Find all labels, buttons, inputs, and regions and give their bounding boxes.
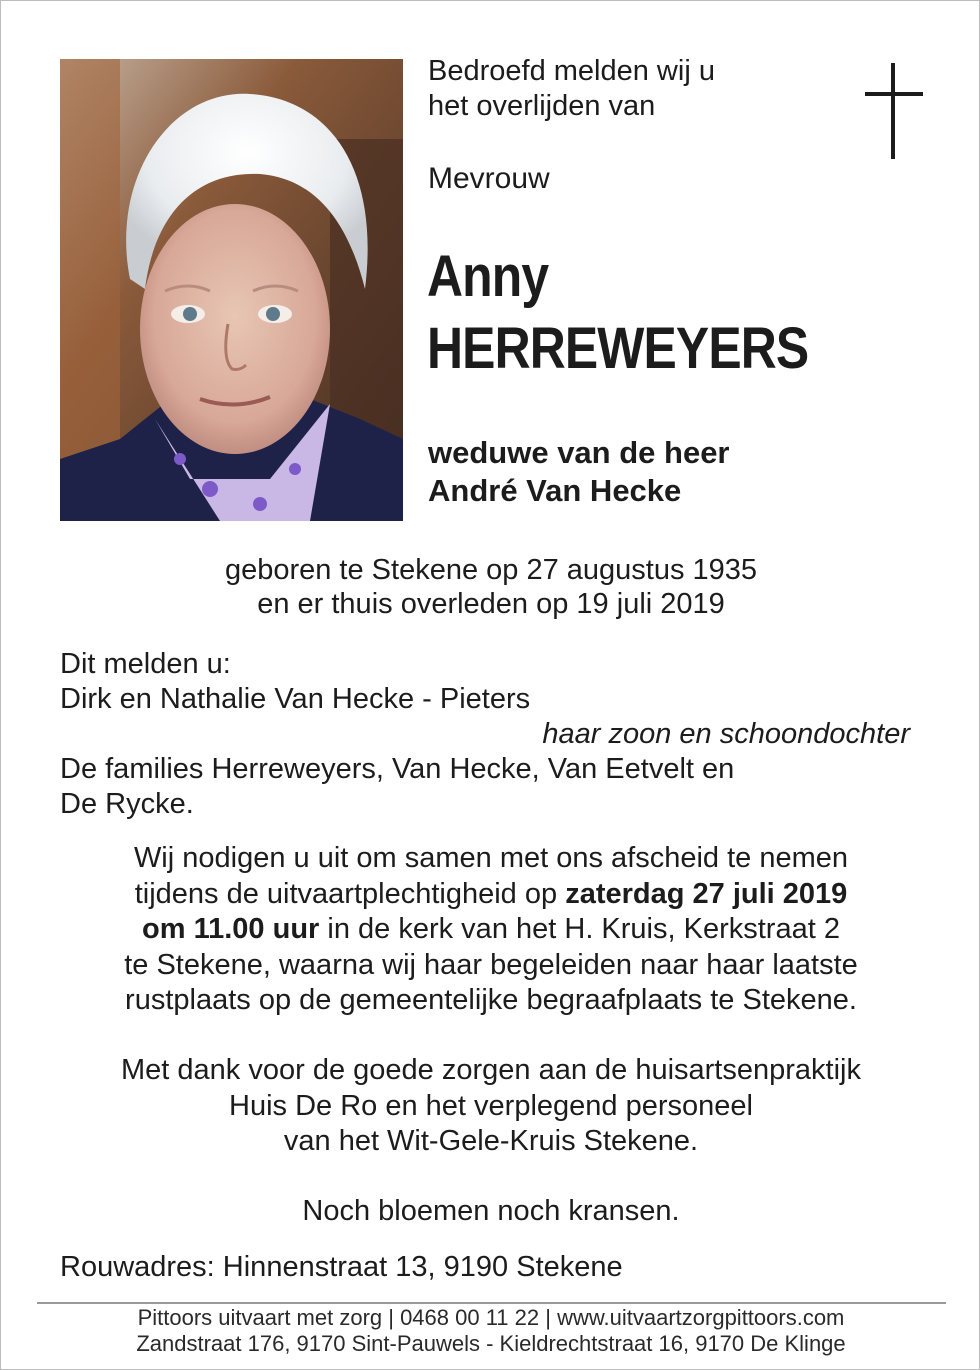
invite-line-3-text: in de kerk van het H. Kruis, Kerkstraat 2 bbox=[319, 913, 840, 945]
funeral-invitation bbox=[1, 841, 980, 1019]
invite-line-5: rustplaats op de gemeentelijke begraafplaats te Stekene. bbox=[125, 984, 857, 1016]
widow-of bbox=[428, 434, 730, 510]
cross-icon bbox=[865, 63, 923, 159]
birth-death-info bbox=[1, 553, 980, 621]
family-member-1: Dirk en Nathalie Van Hecke - Pieters bbox=[60, 683, 531, 715]
deceased-name bbox=[427, 241, 808, 385]
death-line: en er thuis overleden op 19 juli 2019 bbox=[257, 588, 725, 620]
thanks-line-3: van het Wit-Gele-Kruis Stekene. bbox=[283, 1125, 699, 1157]
invite-line-2-text: tijdens de uitvaartplechtigheid op bbox=[134, 877, 566, 910]
cross-vertical-bar bbox=[891, 63, 895, 159]
birth-line: geboren te Stekene op 27 augustus 1935 bbox=[224, 554, 758, 586]
cross-horizontal-bar bbox=[865, 92, 923, 96]
footer-line-1: Pittoors uitvaart met zorg | 0468 00 11 22 | www.uitvaartzorgpittoors.com bbox=[137, 1305, 845, 1330]
funeral-time: om 11.00 uur bbox=[142, 913, 320, 945]
portrait-photo bbox=[60, 59, 403, 521]
family-member-2-line-2: De Rycke. bbox=[60, 788, 194, 820]
family-list bbox=[60, 647, 920, 822]
family-member-2-line-1: De families Herreweyers, Van Hecke, Van Eetvelt en bbox=[60, 753, 735, 785]
intro-line-1: Bedroefd melden wij u bbox=[428, 55, 715, 87]
honorific: Mevrouw bbox=[428, 162, 550, 195]
widow-line-2: André Van Hecke bbox=[428, 473, 682, 508]
portrait-illustration bbox=[60, 59, 403, 521]
invite-line-2 bbox=[1, 877, 980, 913]
announcement-intro bbox=[428, 54, 715, 124]
first-name: Anny bbox=[427, 244, 549, 309]
invite-line-3 bbox=[1, 912, 980, 948]
flowers-note: Noch bloemen noch kransen. bbox=[302, 1195, 680, 1227]
footer-divider bbox=[37, 1302, 946, 1304]
invite-line-4: te Stekene, waarna wij haar begeleiden naar haar laatste bbox=[124, 948, 858, 981]
funeral-date: zaterdag 27 juli 2019 bbox=[565, 877, 848, 910]
mourning-address: Rouwadres: Hinnenstraat 13, 9190 Stekene bbox=[60, 1251, 623, 1283]
thanks-note bbox=[1, 1053, 980, 1160]
thanks-line-1: Met dank voor de goede zorgen aan de huisartsenpraktijk bbox=[121, 1054, 861, 1086]
thanks-line-2: Huis De Ro en het verplegend personeel bbox=[229, 1089, 753, 1122]
invite-line-1: Wij nodigen u uit om samen met ons afscheid te nemen bbox=[133, 842, 849, 874]
footer-line-2: Zandstraat 176, 9170 Sint-Pauwels - Kieldrechtstraat 16, 9170 De Klinge bbox=[136, 1331, 846, 1356]
widow-line-1: weduwe van de heer bbox=[428, 435, 730, 470]
family-member-1-relation: haar zoon en schoondochter bbox=[542, 718, 910, 750]
funeral-home-footer bbox=[1, 1305, 980, 1357]
last-name: HERREWEYERS bbox=[427, 316, 809, 381]
intro-line-2: het overlijden van bbox=[428, 90, 656, 122]
family-heading: Dit melden u: bbox=[60, 648, 231, 680]
